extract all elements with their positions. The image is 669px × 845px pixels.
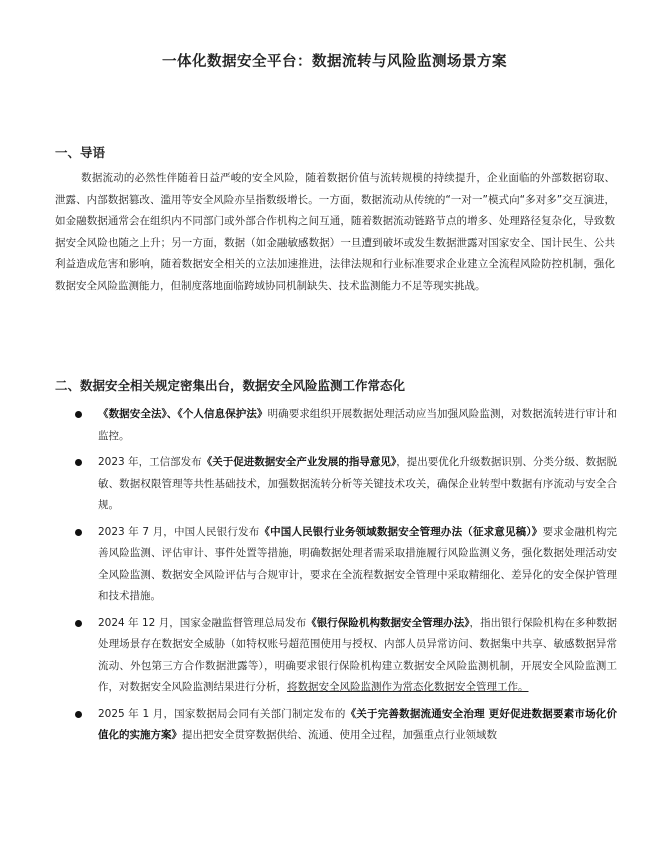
item-intro: 2023 年 7 月，中国人民银行发布	[98, 525, 260, 538]
law-title: 《数据安全法》、《个人信息保护法》	[98, 408, 268, 420]
bullet-dot-icon	[75, 711, 82, 718]
underlined-text: 将数据安全风险监测作为常态化数据安全管理工作。	[287, 681, 529, 693]
item-text: 提出把安全贯穿数据供给、流通、使用全过程，加强重点行业领域数	[182, 729, 497, 741]
list-item	[55, 704, 617, 747]
page-title: 一体化数据安全平台：数据流转与风险监测场景方案	[162, 54, 507, 70]
item-intro: 2025 年 1 月，国家数据局会同有关部门制定发布的	[98, 707, 346, 720]
bullet-dot-icon	[75, 529, 82, 536]
law-title: 《中国人民银行业务领域数据安全管理办法（征求意见稿）》	[259, 525, 543, 538]
list-item	[55, 522, 617, 608]
item-intro: 2024 年 12 月，国家金融监督管理总局发布	[98, 616, 307, 629]
list-item	[55, 613, 617, 699]
section-heading-regulations: 二、数据安全相关规定密集出台，数据安全风险监测工作常态化	[55, 378, 406, 393]
item-text: 要求金融机构完善风险监测、评估审计、事件处置等措施，明确数据处理者需采取措施履行风险监测义务，强化数据处理活动安全风险监测、数据安全风险评估与合规审计，要求在全流程数据安全管理中采取精细化、差异化的安全保护管理和技术措施。	[98, 525, 618, 602]
item-text: ，指出银行保险机构在多种数据处理场景存在数据安全威胁（如特权账号超范围使用与授权、内部人员异常访问、数据集中共享、敏感数据异常流动、外包第三方合作数据泄露等），明确要求银行保险机构建立数据安全风险监测机制，开展安全风险监测工作，对数据安全风险监测结果进行分析，	[98, 616, 618, 693]
list-item	[55, 452, 617, 517]
bullet-dot-icon	[75, 411, 82, 418]
item-text: 明确要求组织开展数据处理活动应当加强风险监测，对数据流转进行审计和监控。	[98, 408, 617, 442]
law-title: 《银行保险机构数据安全管理办法》	[306, 616, 470, 629]
intro-paragraph-text: 数据流动的必然性伴随着日益严峻的安全风险，随着数据价值与流转规模的持续提升，企业面临的外部数据窃取、泄露、内部数据篡改、滥用等安全风险亦呈指数级增长。一方面，数据流动从传统的“一对一”模式向“多对多”交互演进，如金融数据通常会在组织内不同部门或外部合作机构之间互通，随着数据流动链路节点的增多、处理路径复杂化，导致数据安全风险也随之上升；另一方面，数据（如金融敏感数据）一旦遭到破坏或发生数据泄露对国家安全、国计民生、公共利益造成危害和影响，随着数据安全相关的立法加速推进，法律法规和行业标准要求企业建立全流程风险防控机制，强化数据安全风险监测能力，但制度落地面临跨域协同机制缺失、技术监测能力不足等现实挑战。	[55, 172, 615, 292]
bullet-dot-icon	[75, 620, 82, 627]
section-heading-intro: 一、导语	[55, 145, 106, 160]
bullet-dot-icon	[75, 459, 82, 466]
item-text: ，提出要优化升级数据识别、分类分级、数据脱敏、数据权限管理等共性基础技术，加强数据流转分析等关键技术攻关，确保企业转型中数据有序流动与安全合规。	[98, 456, 618, 511]
intro-paragraph	[55, 168, 615, 297]
item-intro: 2023 年，工信部发布	[98, 456, 202, 468]
law-title: 《关于促进数据安全产业发展的指导意见》	[201, 456, 397, 468]
list-item	[55, 404, 617, 447]
law-title: 《关于完善数据流通安全治理 更好促进数据要素市场化价值化的实施方案》	[98, 707, 617, 741]
regulation-list	[55, 404, 617, 752]
